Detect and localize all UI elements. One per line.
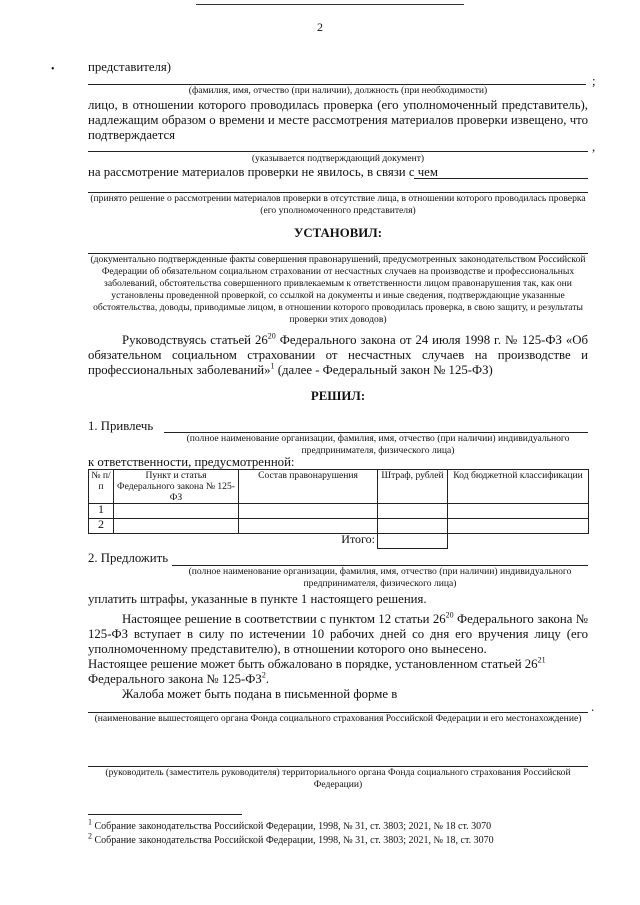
footnote-separator [88, 814, 242, 815]
table-header-row [89, 470, 589, 504]
not-appeared-blank [414, 178, 588, 179]
complaint-text: Жалоба может быть подана в письменной форме в [122, 687, 398, 701]
table-cell [114, 504, 239, 519]
caption-higher-body: (наименование вышестоящего органа Фонда социального страхования Российской Федерации и его местонахождение) [94, 713, 582, 724]
table-cell: 2 [89, 519, 114, 534]
complaint-end-dot: . [591, 700, 595, 714]
margin-dot: • [51, 64, 55, 75]
table-header-cell: № п/п [89, 470, 114, 504]
table-cell [448, 504, 589, 519]
page-number: 2 [317, 20, 323, 34]
established-caption: (документально подтвержденные факты совершения правонарушений, предусмотренных законодательством Российской Федерации об обязательном социальном страховании от несчастных случаев на производстве и профессиональных заболеваний, обстоятельства совершенного привлекаемым к ответственности лицом правонарушения так, как они установлены проведенной проверкой, со ссылкой на документы и иные сведения, подтверждающие указанные обстоятельства, доводы, приводимые лицом, в отношении которого проводилась проверка, в свою защиту, и результаты проверки этих доводов) [90, 254, 586, 325]
table-cell [378, 504, 448, 519]
not-appeared-text: на рассмотрение материалов проверки не явилось, в связи с чем [88, 165, 438, 179]
table-total-row [89, 534, 589, 549]
item2-caption: (полное наименование организации, фамилия, имя, отчество (при наличии) индивидуального предпринимателя, физического лица) [188, 566, 572, 589]
guided-paragraph: Руководствуясь статьей $26^{20}$ Федерального закона от 24 июля 1998 г. № 125-ФЗ «Об обязательном социальном страховании от несчастных случаев на производстве и профессиональных заболеваний»$^1$ (далее - Федеральный закон № 125-ФЗ) [88, 331, 588, 377]
table-cell [448, 519, 589, 534]
representative-label: представителя) [88, 60, 172, 74]
table-total-value [378, 534, 448, 549]
notified-paragraph: лицо, в отношении которого проводилась проверка (его уполномоченный представитель), надлежащим образом о времени и месте рассмотрения материалов проверки извещено, что подтверждается [88, 98, 588, 142]
item1-after: к ответственности, предусмотренной: [88, 455, 295, 469]
table-row [89, 519, 589, 534]
representative-semicolon: ; [592, 74, 596, 88]
fines-table [88, 469, 589, 549]
table-cell [239, 504, 378, 519]
item2-after: уплатить штрафы, указанные в пункте 1 настоящего решения. [88, 592, 427, 606]
table-cell: 1 [89, 504, 114, 519]
doc-blank-line [88, 151, 588, 152]
caption-decision-absence: (принято решение о рассмотрении материалов проверки в отсутствие лица, в отношении которого проводилась проверка (его уполномоченного представителя) [90, 193, 586, 216]
table-header-cell: Пункт и статья Федерального закона № 125-ФЗ [114, 470, 239, 504]
table-cell [114, 519, 239, 534]
footnote-2: $^2$ Собрание законодательства Российской Федерации, 1998, № 31, ст. 3803; 2021, № 18, ст. 3070 [88, 831, 494, 846]
caption-fio: (фамилия, имя, отчество (при наличии), должность (при необходимости) [188, 85, 488, 96]
caption-head: (руководитель (заместитель руководителя) территориального органа Фонда социального страхования Российской Федерации) [105, 767, 571, 790]
top-rule [196, 4, 464, 5]
appeal-paragraph: Настоящее решение может быть обжаловано в порядке, установленном статьей $26^{21}$ Федерального закона № $125-ФЗ^2$. [88, 655, 546, 686]
table-cell [378, 519, 448, 534]
effect-paragraph: Настоящее решение в соответствии с пунктом 12 статьи $26^{20}$ Федерального закона № 125-ФЗ вступает в силу по истечении 10 рабочих дней со дня его вручения лицу (его уполномоченному представителю), в отношении которого оно вынесено. [88, 610, 588, 656]
footnote-1: $^1$ Собрание законодательства Российской Федерации, 1998, № 31, ст. 3803; 2021, № 18 ст. 3070 [88, 817, 492, 832]
caption-doc: (указывается подтверждающий документ) [251, 153, 425, 164]
table-header-cell: Состав правонарушения [239, 470, 378, 504]
heading-established: УСТАНОВИЛ: [294, 226, 382, 240]
heading-decided: РЕШИЛ: [310, 389, 366, 403]
item2-label: 2. Предложить [88, 551, 169, 565]
table-total-label: Итого: [341, 532, 375, 546]
item1-caption: (полное наименование организации, фамилия, имя, отчество (при наличии) индивидуального предпринимателя, физического лица) [186, 433, 570, 456]
table-row [89, 504, 589, 519]
table-header-cell: Код бюджетной классификации [448, 470, 589, 504]
table-header-cell: Штраф, рублей [378, 470, 448, 504]
item1-label: 1. Привлечь [88, 419, 154, 433]
doc-line-comma: , [592, 140, 596, 154]
